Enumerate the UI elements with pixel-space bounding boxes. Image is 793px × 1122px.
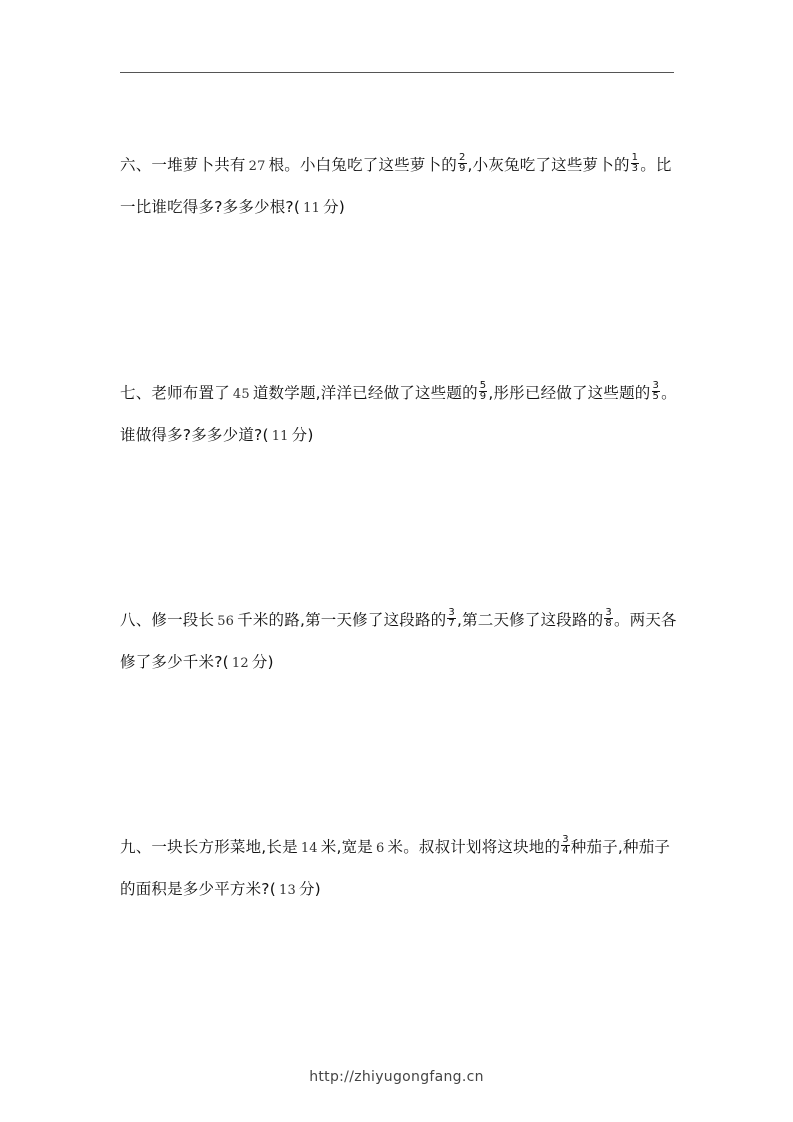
question-9 (120, 835, 680, 901)
fraction-three-quarters: $\frac{3}{4}$ (562, 834, 569, 856)
question-8 (120, 608, 680, 674)
fraction-two-ninths: $\frac{2}{9}$ (458, 152, 466, 174)
question-6-score: 11 (303, 201, 321, 216)
question-6-line-1: 六、一堆萝卜共有 27 根。小白兔吃了这些萝卜的 $\frac{2}{9}$ ,小灰兔吃了这些萝卜的 $\frac{1}{3}$ 。比 (120, 152, 672, 174)
question-9-line-1: 九、一块长方形菜地,长是 14 米,宽是 6 米。叔叔计划将这块地的 $\frac{3}{4}$ 种茄子,种茄子 (120, 834, 671, 856)
question-9-length: 14 (300, 841, 318, 856)
question-7 (120, 381, 680, 447)
question-7-line-1: 七、老师布置了 45 道数学题,洋洋已经做了这些题的 $\frac{5}{9}$ ,彤彤已经做了这些题的 $\frac{3}{5}$ 。 (120, 380, 677, 402)
header-rule (120, 72, 674, 73)
question-6-line-2: 一比谁吃得多?多多少根?( 11 分) (120, 198, 346, 216)
question-7-line-2: 谁做得多?多多少道?( 11 分) (120, 426, 314, 444)
question-8-line-1: 八、修一段长 56 千米的路,第一天修了这段路的 $\frac{3}{7}$ ,第二天修了这段路的 $\frac{3}{8}$ 。两天各 (120, 607, 677, 629)
fraction-three-fifths: $\frac{3}{5}$ (652, 380, 660, 402)
question-8-line-2: 修了多少千米?( 12 分) (120, 653, 274, 671)
question-9-score: 13 (278, 883, 296, 898)
question-9-width: 6 (376, 841, 385, 856)
question-7-problem-count: 45 (232, 387, 250, 402)
footer-url: http://zhiyugongfang.cn (309, 1069, 484, 1085)
question-6-carrot-count: 27 (248, 159, 266, 174)
question-7-score: 11 (271, 429, 289, 444)
question-8-score: 12 (231, 656, 249, 671)
fraction-three-eighths: $\frac{3}{8}$ (605, 607, 612, 629)
fraction-one-third: $\frac{1}{3}$ (631, 152, 639, 174)
question-8-road-length: 56 (217, 614, 235, 629)
fraction-five-ninths: $\frac{5}{9}$ (479, 380, 487, 402)
question-6 (120, 153, 680, 219)
question-9-line-2: 的面积是多少平方米?( 13 分) (120, 880, 321, 898)
fraction-three-sevenths: $\frac{3}{7}$ (448, 607, 455, 629)
